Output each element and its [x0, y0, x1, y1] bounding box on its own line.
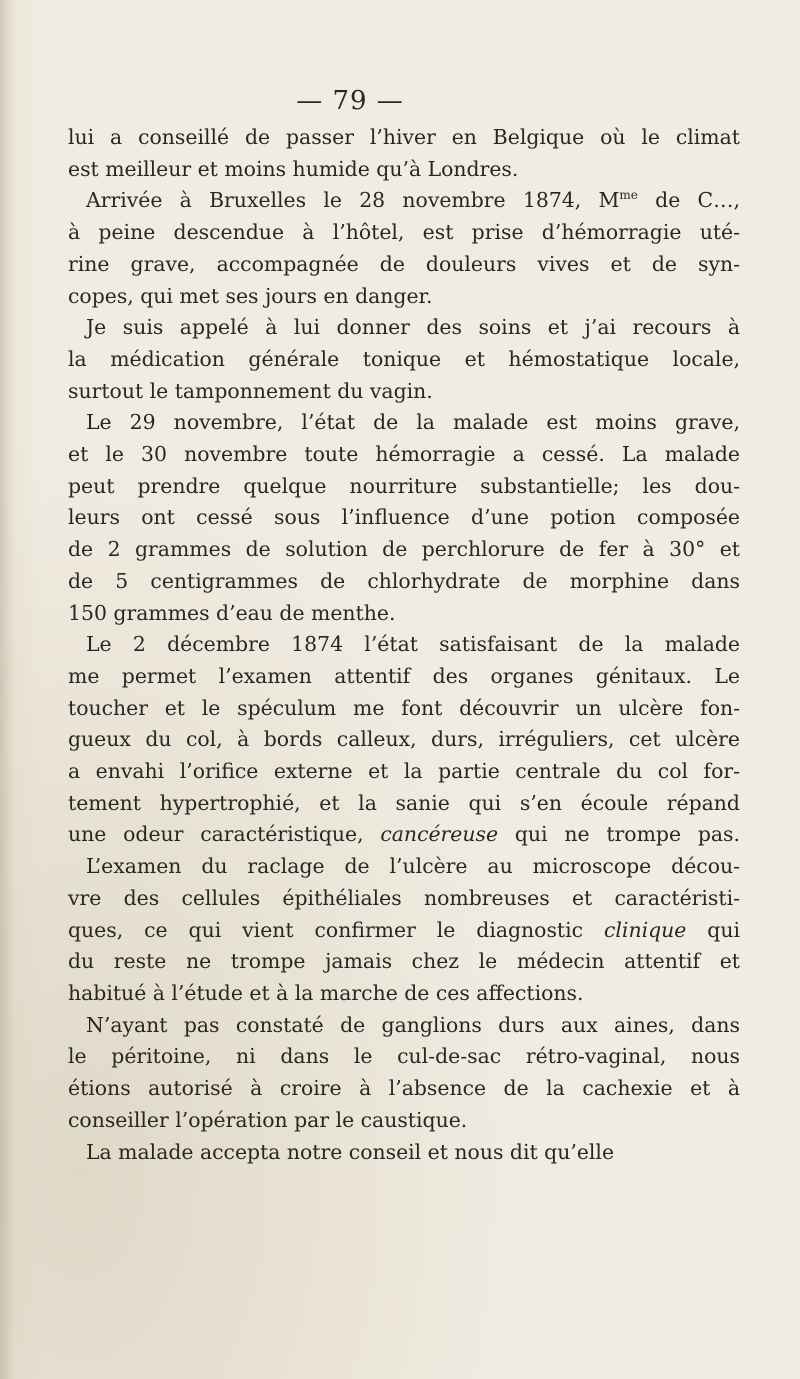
text-line: le péritoine, ni dans le cul-de-sac rétro-vaginal, nous: [68, 1044, 740, 1069]
text-line: lui a conseillé de passer l’hiver en Belgique où le climat: [68, 125, 740, 149]
text-line: étions autorisé à croire à l’absence de la cachexie et à: [68, 1076, 740, 1101]
text-line: L’examen du raclage de l’ulcère au microscope décou-: [86, 854, 740, 879]
text-line: est meilleur et moins humide qu’à Londres.: [68, 156, 519, 181]
text-line: de 2 grammes de solution de perchlorure de fer à 30° et: [68, 537, 740, 562]
text-line: de 5 centigrammes de chlorhydrate de morphine dans: [68, 568, 740, 593]
text-line: 150 grammes d’eau de menthe.: [68, 600, 396, 625]
text-line: La malade accepta notre conseil et nous dit qu’elle: [86, 1139, 615, 1164]
text-line: Arrivée à Bruxelles le 28 novembre 1874, $M^{me}$ de C…,: [86, 188, 740, 213]
text-line: a envahi l’orifice externe et la partie centrale du col for-: [68, 759, 740, 784]
page-number: — 79 —: [296, 86, 404, 116]
text-line: toucher et le spéculum me font découvrir un ulcère fon-: [68, 695, 740, 720]
text-line: tement hypertrophié, et la sanie qui s’en écoule répand: [68, 790, 740, 815]
text-line: copes, qui met ses jours en danger.: [68, 283, 433, 308]
text-line: rine grave, accompagnée de douleurs vives et de syn-: [68, 251, 740, 276]
text-line: une odeur caractéristique, cancéreuse qui ne trompe pas.: [68, 822, 740, 847]
text-line: à peine descendue à l’hôtel, est prise d’hémorragie uté-: [68, 220, 740, 245]
text-line: gueux du col, à bords calleux, durs, irréguliers, cet ulcère: [68, 727, 740, 752]
text-line: ques, ce qui vient confirmer le diagnostic clinique qui: [68, 917, 740, 942]
text-line: N’ayant pas constaté de ganglions durs aux aines, dans: [86, 1012, 740, 1037]
text-line: peut prendre quelque nourriture substantielle; les dou-: [68, 473, 740, 498]
text-line: Le 2 décembre 1874 l’état satisfaisant de la malade: [86, 632, 740, 657]
text-line: du reste ne trompe jamais chez le médecin attentif et: [68, 949, 740, 974]
body-text: [68, 122, 740, 1168]
text-line: habitué à l’étude et à la marche de ces affections.: [68, 980, 584, 1005]
text-line: et le 30 novembre toute hémorragie a cessé. La malade: [68, 442, 740, 467]
text-line: surtout le tamponnement du vagin.: [68, 378, 433, 403]
text-line: Le 29 novembre, l’état de la malade est moins grave,: [86, 410, 740, 435]
text-line: conseiller l’opération par le caustique.: [68, 1107, 468, 1132]
text-line: vre des cellules épithéliales nombreuses et caractéristi-: [68, 885, 740, 910]
text-line: me permet l’examen attentif des organes génitaux. Le: [68, 663, 740, 688]
text-line: la médication générale tonique et hémostatique locale,: [68, 346, 740, 371]
text-line: leurs ont cessé sous l’influence d’une potion composée: [68, 505, 740, 530]
text-line: Je suis appelé à lui donner des soins et j’ai recours à: [86, 315, 740, 340]
